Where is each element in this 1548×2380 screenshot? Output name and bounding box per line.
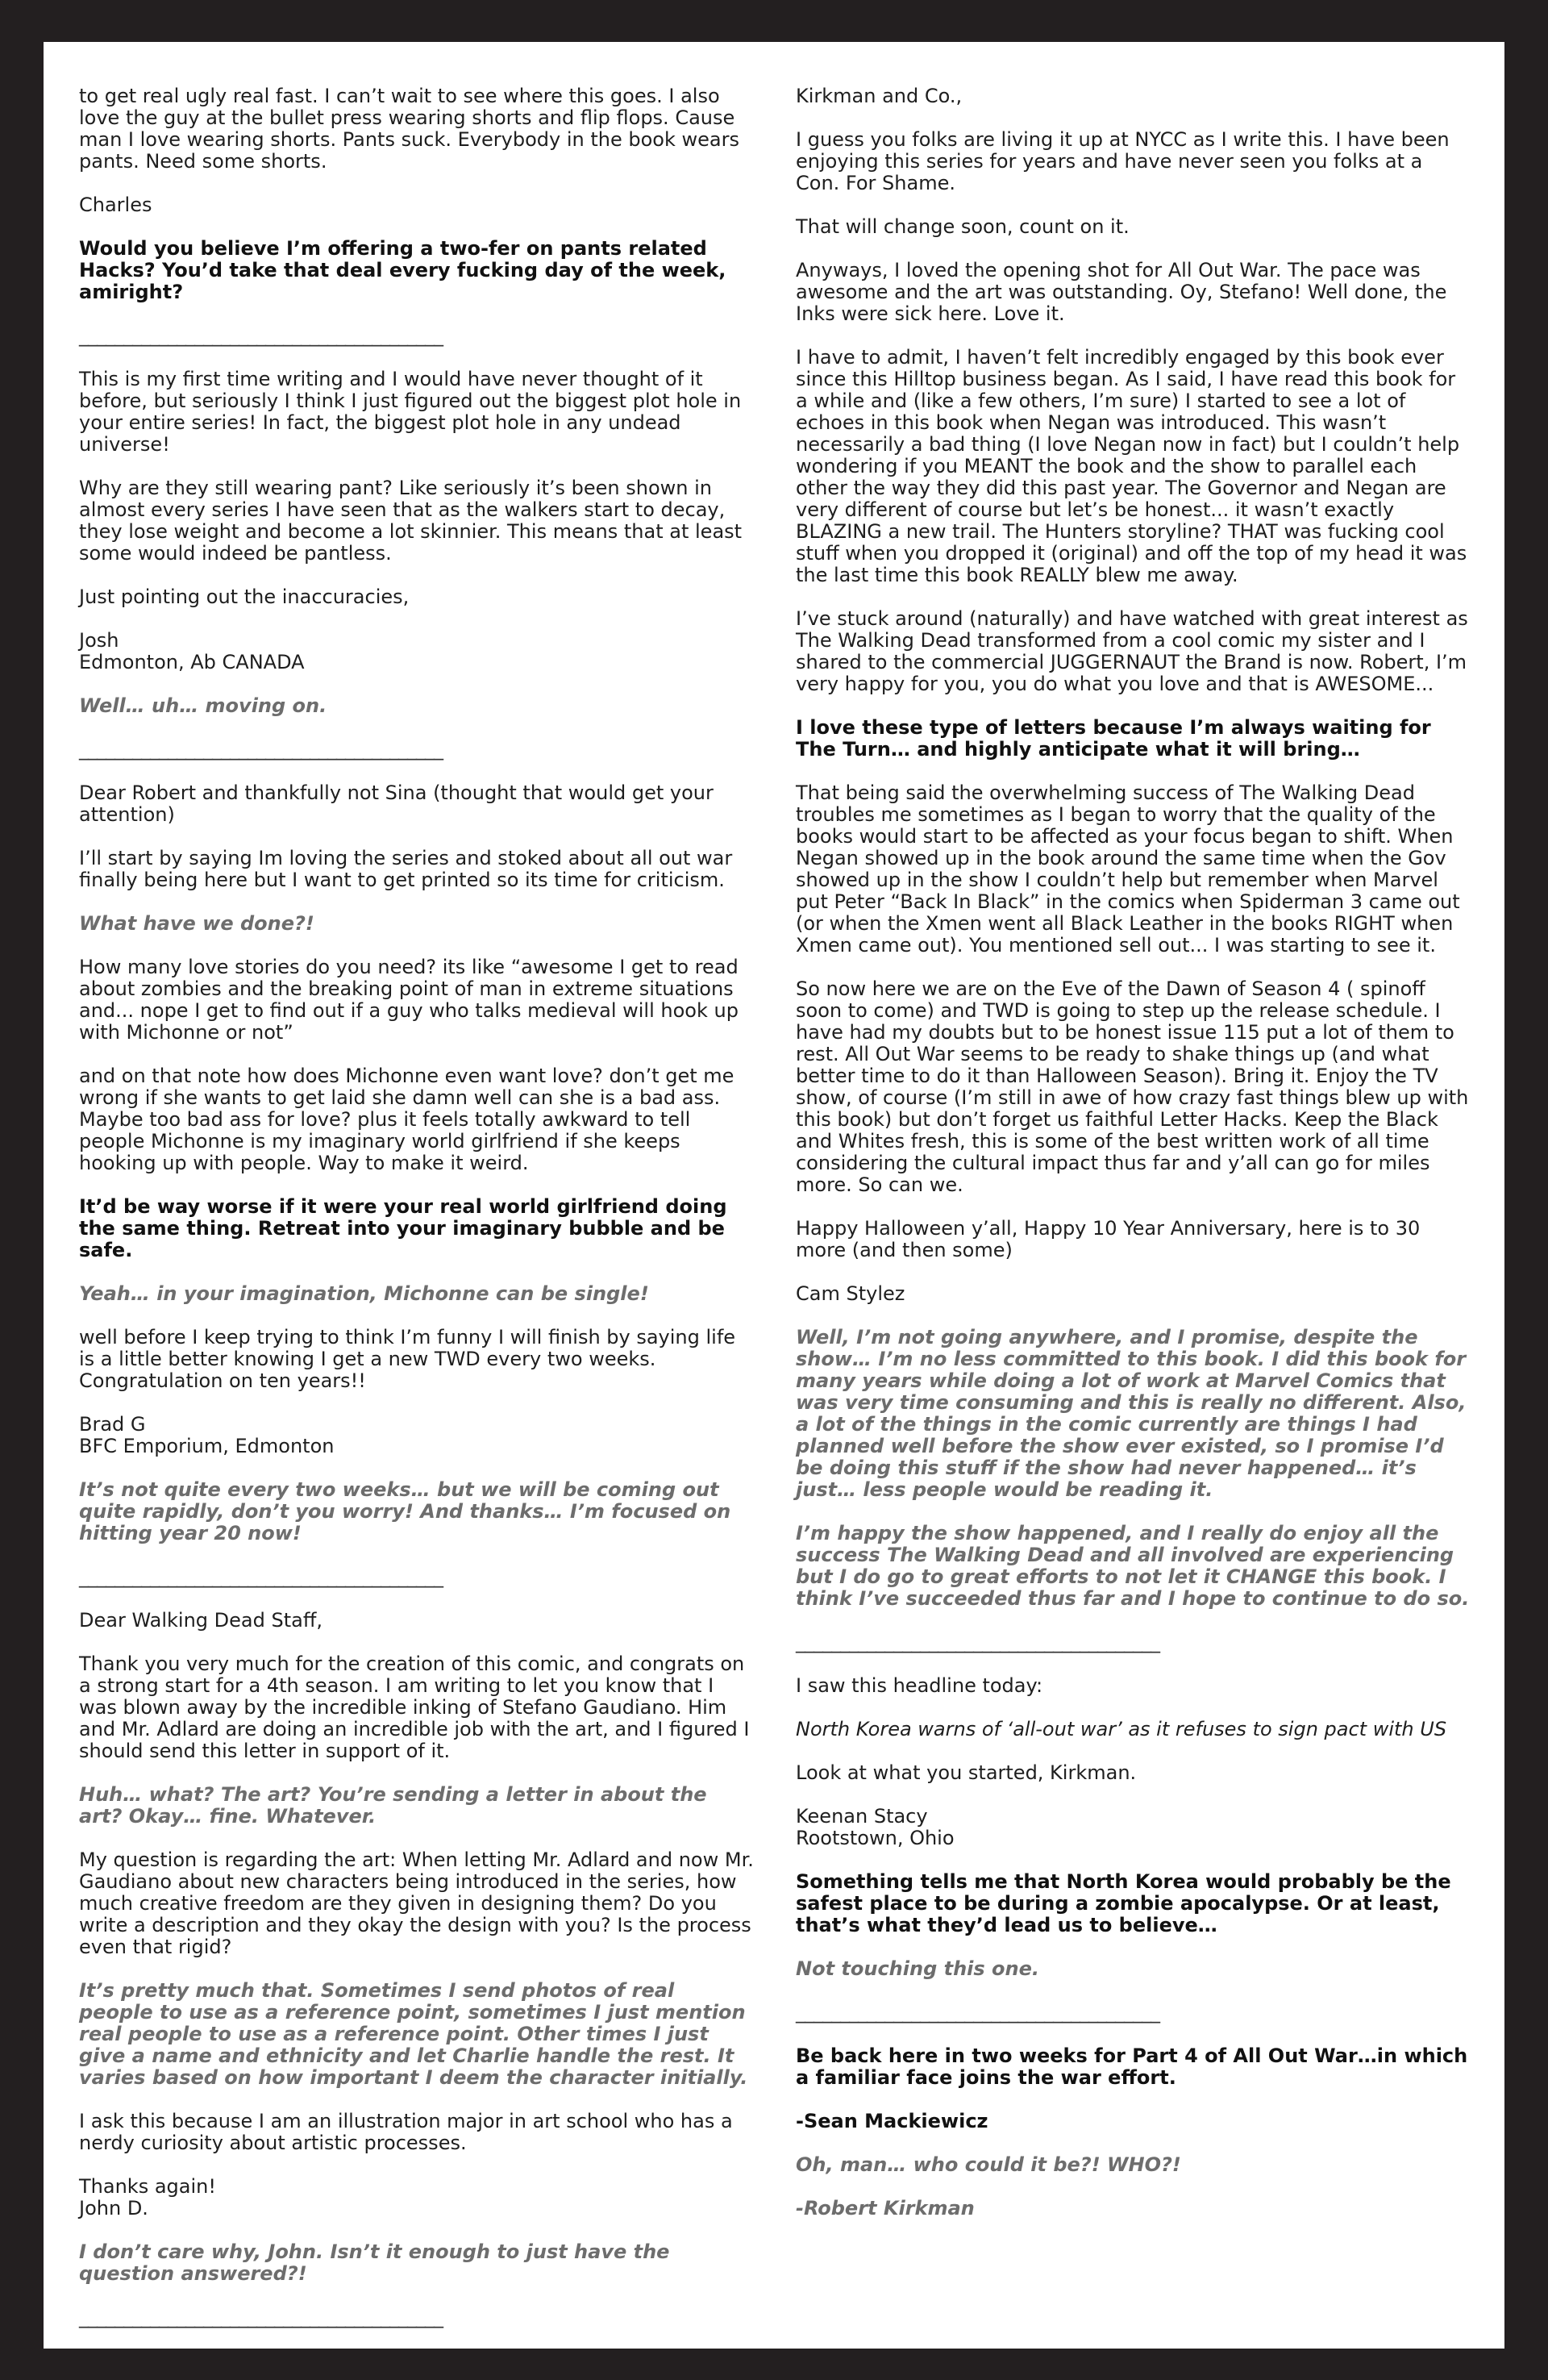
right-editor-italic-reply: Oh, man… who could it be?! WHO?! (796, 2153, 1181, 2176)
right-letter-paragraph: Happy Halloween y’all, Happy 10 Year Anniversary, here is to 30 more (and then some) (796, 1217, 1421, 1261)
left-letter-paragraph: My question is regarding the art: When letting Mr. Adlard and now Mr. Gaudiano about new characters being introduced in the series, how much creative freedom are they given in designing them? Do you write a description and they okay the design with you? Is the process even that rigid? (79, 1849, 754, 1958)
left-section-divider: _________________________________________ (79, 324, 443, 347)
left-letter-paragraph: well before I keep trying to think I’m funny I will finish by saying life is a little better knowing I get a new TWD every two weeks. Congratulation on ten years!! (79, 1326, 736, 1392)
right-editor-italic-reply: Well, I’m not going anywhere, and I promise, despite the show… I’m no less committed to this book. I did this book for many years while doing a lot of work at Marvel Comics that was very time consuming and this is really no different. Also, a lot of the things in the comic currently are things I had planned well before the show ever existed, so I promise I’d be doing this stuff if the show had never happened… it’s just… less people would be reading it. (796, 1326, 1467, 1501)
right-letter-paragraph: Look at what you started, Kirkman. (796, 1761, 1137, 1784)
left-editor-bold-reply: Would you believe I’m offering a two-fer on pants related Hacks? You’d take that deal every fucking day of the week, amiright? (79, 237, 726, 303)
left-letter-paragraph: Josh Edmonton, Ab CANADA (79, 629, 305, 673)
left-letter-paragraph: Dear Walking Dead Staff, (79, 1609, 322, 1632)
right-editor-italic-reply: I’m happy the show happened, and I really do enjoy all the success The Walking Dead and all involved are experiencing but I do go to great efforts to not let it CHANGE this book. I think I’ve succeeded thus far and I hope to continue to do so. (796, 1522, 1470, 1610)
right-quoted-headline: North Korea warns of ‘all-out war’ as it refuses to sign pact with US (796, 1718, 1447, 1740)
left-letter-paragraph: to get real ugly real fast. I can’t wait to see where this goes. I also love the guy at the bullet press wearing shorts and flip flops. Cause man I love wearing shorts. Pants suck. Everybody in the book wears pants. Need some shorts. (79, 85, 739, 173)
left-letter-paragraph: Brad G BFC Emporium, Edmonton (79, 1413, 335, 1457)
right-section-divider: _________________________________________ (796, 1631, 1159, 1653)
right-editor-bold-reply: -Sean Mackiewicz (796, 2110, 988, 2132)
left-letter-paragraph: This is my first time writing and I would have never thought of it before, but seriously I think I just figured out the biggest plot hole in your entire series! In fact, the biggest plot hole in any undead universe! (79, 368, 742, 456)
right-editor-italic-reply: -Robert Kirkman (796, 2197, 975, 2220)
left-section-divider: _________________________________________ (79, 1565, 443, 1588)
left-letter-paragraph: I ask this because I am an illustration major in art school who has a nerdy curiosity about artistic processes. (79, 2110, 733, 2154)
left-letter-paragraph: Just pointing out the inaccuracies, (79, 586, 410, 608)
right-letter-paragraph: That will change soon, count on it. (796, 215, 1130, 238)
right-column (796, 85, 1471, 2316)
left-editor-italic-reply: It’s pretty much that. Sometimes I send photos of real people to use as a reference point, sometimes I just mention real people to use as a reference point. Other times I just give a name and ethnicity and let Charlie handle the rest. It varies based on how important I deem the character initially. (79, 1979, 748, 2089)
right-editor-bold-reply: Something tells me that North Korea would probably be the safest place to be during a zombie apocalypse. Or at least, that’s what they’d lead us to believe… (796, 1870, 1451, 1936)
left-editor-italic-reply: Yeah… in your imagination, Michonne can be single! (79, 1282, 649, 1305)
left-letter-paragraph: Thank you very much for the creation of this comic, and congrats on a strong start for a 4th season. I am writing to let you know that I was blown away by the incredible inking of Stefano Gaudiano. Him and Mr. Adlard are doing an incredible job with the art, and I figured I should send this letter in support of it. (79, 1653, 750, 1762)
right-letter-paragraph: I’ve stuck around (naturally) and have watched with great interest as The Walking Dead transformed from a cool comic my sister and I shared to the commercial JUGGERNAUT the Brand is now. Robert, I’m very happy for you, you do what you love and that is AWESOME... (796, 607, 1468, 695)
right-editor-bold-reply: Be back here in two weeks for Part 4 of All Out War…in which a familiar face joins the war effort. (796, 2044, 1468, 2089)
right-editor-bold-reply: I love these type of letters because I’m always waiting for The Turn… and highly anticipate what it will bring… (796, 716, 1431, 761)
right-letter-paragraph: Cam Stylez (796, 1282, 905, 1305)
left-letter-paragraph: Dear Robert and thankfully not Sina (thought that would get your attention) (79, 782, 714, 826)
left-letter-paragraph: and on that note how does Michonne even want love? don’t get me wrong if she wants to get laid she damn well can she is a bad ass. Maybe too bad ass for love? plus it feels totally awkward to tell people Michonne is my imaginary world girlfriend if she keeps hooking up with people. Way to make it weird. (79, 1065, 734, 1174)
right-letter-paragraph: I have to admit, I haven’t felt incredibly engaged by this book ever since this Hilltop business began. As I said, I have read this book for a while and (like a few others, I’m sure) I started to see a lot of echoes in this book when Negan was introduced. This wasn’t necessarily a bad thing (I love Negan now in fact) but I couldn’t help wondering if you MEANT the book and the show to parallel each other the way they did this past year. The Governor and Negan are very different of course but let’s be honest... it wasn’t exactly BLAZING a new trail. The Hunters storyline? THAT was fucking cool stuff when you dropped it (original) and off the top of my head it was the last time this book REALLY blew me away. (796, 346, 1467, 586)
left-section-divider: _________________________________________ (79, 738, 443, 761)
left-editor-italic-reply: Huh… what? The art? You’re sending a letter in about the art? Okay… fine. Whatever. (79, 1783, 707, 1828)
left-editor-italic-reply: What have we done?! (79, 912, 314, 935)
letters-page (44, 42, 1504, 2349)
right-letter-paragraph: That being said the overwhelming success of The Walking Dead troubles me sometimes as I began to worry that the quality of the books would start to be affected as your focus began to shift. When Negan showed up in the book around the same time when the Gov showed up in the show I couldn’t help but remember when Marvel put Peter “Back In Black” in the comics when Spiderman 3 came out (or when the Xmen went all Black Leather in the books RIGHT when Xmen came out). You mentioned sell out... I was starting to see it. (796, 782, 1460, 957)
left-letter-paragraph: Charles (79, 194, 152, 216)
right-letter-paragraph: Kirkman and Co., (796, 85, 963, 107)
left-editor-italic-reply: Well… uh… moving on. (79, 694, 327, 717)
right-section-divider: _________________________________________ (796, 2001, 1159, 2024)
right-letter-paragraph: I saw this headline today: (796, 1674, 1043, 1697)
right-letter-paragraph: So now here we are on the Eve of the Dawn of Season 4 ( spinoff soon to come) and TWD is going to step up the release schedule. I have had my doubts but to be honest issue 115 put a lot of them to rest. All Out War seems to be ready to shake things up (and what better time to do it than Halloween Season). Bring it. Enjoy the TV show, of course (I’m still in awe of how crazy fast things blew up with this book) but don’t forget us faithful Letter Hacks. Keep the Black and Whites fresh, this is some of the best written work of all time considering the cultural impact thus far and y’all can go for miles more. So can we. (796, 977, 1469, 1196)
left-letter-paragraph: I’ll start by saying Im loving the series and stoked about all out war finally being here but I want to get printed so its time for criticism. (79, 847, 733, 891)
left-editor-bold-reply: It’d be way worse if it were your real world girlfriend doing the same thing. Retreat into your imaginary bubble and be safe. (79, 1195, 727, 1261)
left-letter-paragraph: Thanks again! John D. (79, 2175, 216, 2220)
left-editor-italic-reply: I don’t care why, John. Isn’t it enough to just have the question answered?! (79, 2240, 670, 2285)
right-editor-italic-reply: Not touching this one. (796, 1957, 1040, 1980)
right-letter-paragraph: Anyways, I loved the opening shot for All Out War. The pace was awesome and the art was outstanding. Oy, Stefano! Well done, the Inks were sick here. Love it. (796, 259, 1447, 325)
left-letter-paragraph: Why are they still wearing pant? Like seriously it’s been shown in almost every series I have seen that as the walkers start to decay, they lose weight and become a lot skinnier. This means that at least some would indeed be pantless. (79, 477, 743, 565)
left-column (79, 85, 754, 2328)
left-section-divider: _________________________________________ (79, 2306, 443, 2328)
right-letter-paragraph: Keenan Stacy Rootstown, Ohio (796, 1805, 955, 1849)
left-editor-italic-reply: It’s not quite every two weeks… but we will be coming out quite rapidly, don’t you worry! And thanks… I’m focused on hitting year 20 now! (79, 1478, 731, 1544)
right-letter-paragraph: I guess you folks are living it up at NYCC as I write this. I have been enjoying this series for years and have never seen you folks at a Con. For Shame. (796, 128, 1450, 194)
left-letter-paragraph: How many love stories do you need? its like “awesome I get to read about zombies and the breaking point of man in extreme situations and... nope I get to find out if a guy who talks medieval will hook up with Michonne or not” (79, 956, 739, 1044)
